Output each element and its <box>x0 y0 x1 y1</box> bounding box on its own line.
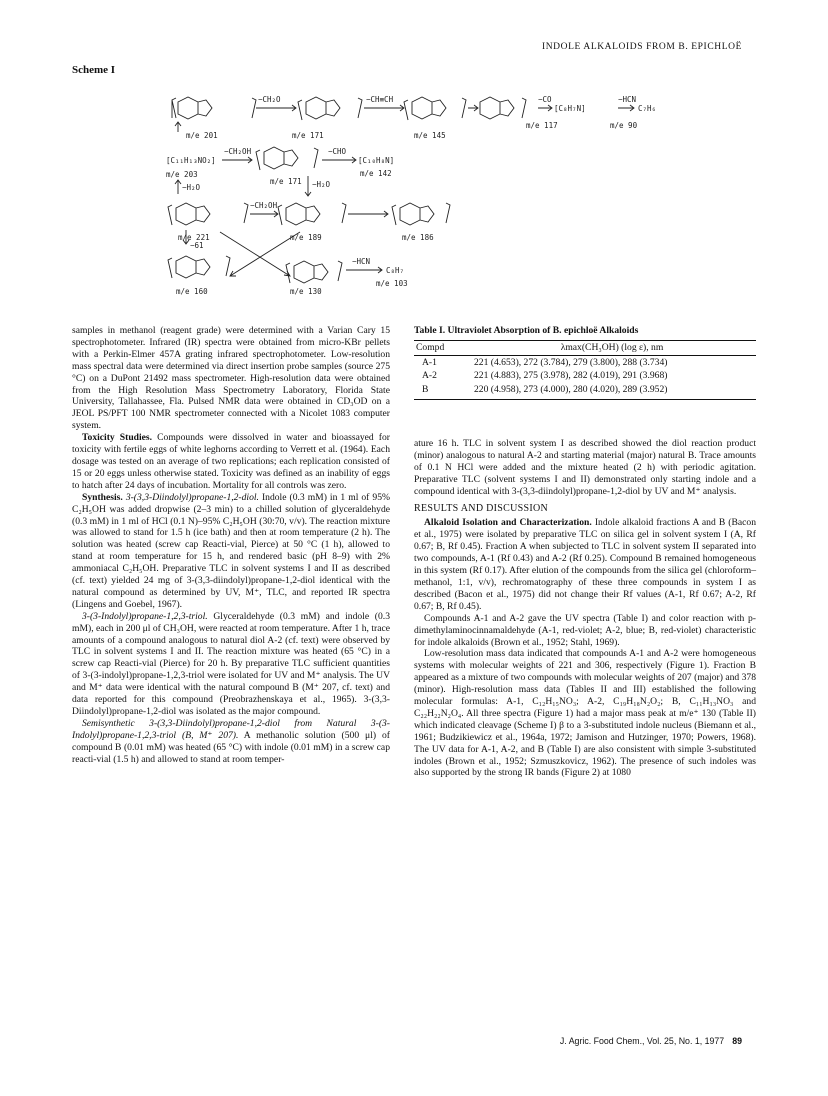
table-cell-values: 220 (4.958), 273 (4.000), 280 (4.020), 289 (3.952) <box>468 383 756 399</box>
svg-text:−H₂O: −H₂O <box>182 183 201 192</box>
svg-text:−HCN: −HCN <box>618 95 637 104</box>
svg-text:m/e 145: m/e 145 <box>414 131 446 140</box>
left-column <box>72 325 390 766</box>
svg-text:−61: −61 <box>190 241 204 250</box>
structure-171b <box>256 147 318 170</box>
table-caption-label: Table I. <box>414 325 446 336</box>
svg-text:m/e 90: m/e 90 <box>610 121 638 130</box>
section-heading-results: RESULTS AND DISCUSSION <box>414 502 549 514</box>
table-cell-compd: A-1 <box>422 356 437 368</box>
svg-text:[C₁₁H₁₃NO₂]: [C₁₁H₁₃NO₂] <box>166 156 216 165</box>
svg-text:m/e 160: m/e 160 <box>176 287 208 296</box>
svg-text:−CH₂OH: −CH₂OH <box>224 147 252 156</box>
table-row <box>414 383 756 399</box>
synthesis-subheading: 3-(3,3-Diindolyl)propane-1,2-diol. <box>122 491 259 503</box>
table-row <box>414 355 756 369</box>
svg-text:−CO: −CO <box>538 95 552 104</box>
journal-citation: J. Agric. Food Chem., Vol. 25, No. 1, 1977 <box>559 1036 725 1046</box>
methods-paragraph: samples in methanol (reagent grade) were determined with a Varian Cary 15 spectrophotometer. Infrared (IR) spectra were obtained from micro-KBr pellets with a Perkin-Elmer 457A grating infrared spectrophotometer. Low-resolution mass spectral data were determined via direct insertion probe samples (source 275 °C) on a DuPont 21492 mass spectrometer. High-resolution data were obtained from the High Resolution Mass Spectrometry Laboratory, Florida State University, Tallahassee, Fla. Pulsed NMR data were obtained in CD₃OD on a JEOL PS/PFT 100 NMR spectrometer connected with a Nicolet 1083 computer system. <box>72 325 390 432</box>
triol-subheading: 3-(3-Indolyl)propane-1,2,3-triol. <box>82 610 208 622</box>
toxicity-heading: Toxicity Studies. <box>82 432 153 444</box>
svg-text:−HCN: −HCN <box>352 257 371 266</box>
svg-text:m/e 201: m/e 201 <box>186 131 218 140</box>
uv-table <box>414 340 756 400</box>
fragmentation-scheme <box>150 80 710 320</box>
col-header-compd: Compd <box>414 340 468 355</box>
isolation-text: Indole alkaloid fractions A and B (Bacon et al., 1975) were isolated by preparative TLC on silica gel in solvent system I (A, Rf 0.67; B, Rf 0.45). Fraction A when subjected to TLC in solvent system II separated into two compounds, A-1 (Rf 0.43) and A-2 (Rf 0.25). Compound B remained homogeneous in this system (Rf 0.17). After elution of the compounds from the silica gel (chloroform–methanol, 1:1, v/v), rechromatography of these three compounds in system I as described (Bacon et al., 1975) did not change their Rf values (A-1, Rf 0.67; A-2, Rf 0.67; B, Rf 0.45). <box>414 517 756 612</box>
svg-text:C₇H₆: C₇H₆ <box>638 104 657 113</box>
structure-130 <box>286 261 342 283</box>
semisynthetic-text: A methanolic solution (500 μl) of compound B (0.01 mM) was heated (65 °C) with indole (0.01 mM) in a screw cap reacti-vial (1.5 h) and allowed to stand at room temper- <box>72 729 390 765</box>
structure-189 <box>278 203 346 225</box>
svg-text:−CH₂OH: −CH₂OH <box>250 201 278 210</box>
table-1 <box>414 325 756 400</box>
table-cell-values: 221 (4.883), 275 (3.978), 282 (4.019), 291 (3.968) <box>474 370 668 382</box>
structure-145 <box>404 97 466 120</box>
toxicity-text: Compounds were dissolved in water and bioassayed for toxicity with fertile eggs of white leghorns according to Verrett et al. (1964). Each dosage was tested on an average of two replications; each replication consisted of 15 or 20 eggs unless otherwise stated. Toxicity was defined as an inability of eggs to hatch after 24 days of incubation. Mortality for all controls was zero. <box>72 432 390 491</box>
svg-text:C₈H₇: C₈H₇ <box>386 266 405 275</box>
svg-text:−CHO: −CHO <box>328 147 347 156</box>
semisynthetic-subheading: Semisynthetic 3-(3,3-Diindolyl)propane-1,2-diol from Natural 3-(3-Indolyl)propane-1,2,3-triol (B, M⁺ 207). <box>72 717 390 741</box>
right-column <box>414 438 756 779</box>
structure-117 <box>480 97 526 119</box>
svg-text:[C₁₀H₈N]: [C₁₀H₈N] <box>358 156 395 165</box>
continuation-paragraph: ature 16 h. TLC in solvent system I as described showed the diol reaction product (minor) analogous to natural A-2 and starting material (major) natural B. Trace amounts of 0.1 N HCl were added and the mixture heated (2 h) with periodic agitation. Preparative TLC (solvent systems I and II) demonstrated only starting indole and a compound identical with 3-(3,3-diindolyl)propane-1,2-diol by UV and M⁺ analysis. <box>414 438 756 497</box>
uv-paragraph: Compounds A-1 and A-2 gave the UV spectra (Table I) and color reaction with p-dimethylaminocinnamaldehyde (A-1, red-violet; A-2, blue; B, red-violet) characteristic for indole alkaloids (Brown et al., 1952; Stahl, 1969). <box>414 612 756 648</box>
table-row <box>414 369 756 383</box>
table-cell-compd: A-2 <box>422 370 437 382</box>
table-header-row <box>414 340 756 355</box>
page-number: 89 <box>732 1036 742 1046</box>
scheme-title: Scheme I <box>72 64 116 76</box>
svg-text:m/e 171: m/e 171 <box>270 177 302 186</box>
svg-text:m/e 189: m/e 189 <box>290 233 322 242</box>
mass-paragraph: Low-resolution mass data indicated that compounds A-1 and A-2 were homogeneous systems with molecular weights of 221 and 306, respectively (Figure 1). Fraction B appeared as a mixture of two compounds with molecular weights of 207 (major) and 378 (minor). High-resolution mass data (Tables II and III) established the following molecular formulas: A-1, C₁₂H₁₅NO₃; A-2, C₁₉H₁₈N₂O₂; B, C₁₁H₁₃NO₃ and C₂₂H₂₂N₂O₄. All three spectra (Figure 1) had a major mass peak at m/e⁺ 130 (Table II) which indicated cleavage (Scheme I) β to a 3-substituted indole nucleus (Biemann et al., 1961; Budzikiewicz et al., 1964a, 1972; Jamison and Hutzinger, 1970; Powers, 1968). The UV data for A-1, A-2, and B (Table I) are also consistent with simple 3-substituted indoles (Brown et al., 1952; Szmuszkovicz, 1962). The presence of such indoles was also supported by the strong IR bands (Figure 2) at 1080 <box>414 648 756 779</box>
svg-text:m/e 203: m/e 203 <box>166 170 198 179</box>
col-header-lambda: λmax(CH₃OH) (log ε), nm <box>468 340 756 355</box>
table-cell-values: 221 (4.653), 272 (3.784), 279 (3.800), 288 (3.734) <box>474 356 668 368</box>
svg-text:m/e 117: m/e 117 <box>526 121 558 130</box>
structure-160 <box>168 256 230 278</box>
svg-text:m/e 221: m/e 221 <box>178 233 210 242</box>
synthesis-text: Indole (0.3 mM) in 1 ml of 95% C₂H₅OH was added dropwise (2–3 min) to a chilled solution of glyceraldehyde (0.3 mM) in 1 ml of HCl (0.1 N)–95% C₂H₅OH (30:70, v/v). The reaction mixture was allowed to stand for 1.5 h (ice bath) and then at room temperature (2 h). The solution was heated (screw cap Reacti-vial, Pierce) at 50 °C (1 h), allowed to stand at room temperature for 15 h, and rendered basic (pH 8–9) with 2% ammoniacal C₂H₅OH. Preparative TLC in solvent systems I and II as described (cf. text) yielded 24 mg of 3-(3,3-diindolyl)propane-1,2-diol identical with the natural compound as determined by UV, M⁺, TLC, and reported IR spectra (Lingens and Goebel, 1967). <box>72 491 390 610</box>
structure-201 <box>172 97 256 119</box>
svg-text:m/e 103: m/e 103 <box>376 279 408 288</box>
svg-text:m/e 130: m/e 130 <box>290 287 322 296</box>
svg-text:−CH₂O: −CH₂O <box>258 95 281 104</box>
svg-text:m/e 142: m/e 142 <box>360 169 392 178</box>
svg-text:m/e 171: m/e 171 <box>292 131 324 140</box>
table-caption-text: Ultraviolet Absorption of B. epichloë Alkaloids <box>447 325 639 336</box>
running-head: INDOLE ALKALOIDS FROM B. EPICHLOË <box>541 42 742 52</box>
synthesis-paragraph <box>72 492 390 611</box>
structure-171a <box>298 97 362 120</box>
svg-text:−CH≡CH: −CH≡CH <box>366 95 394 104</box>
structure-186 <box>392 203 450 225</box>
table-cell-compd: B <box>414 383 468 399</box>
scheme-figure <box>150 80 710 320</box>
semisynthetic-paragraph <box>72 718 390 766</box>
svg-text:[C₈H₇N]: [C₈H₇N] <box>554 104 586 113</box>
synthesis-heading: Synthesis. <box>82 491 123 503</box>
svg-text:−H₂O: −H₂O <box>312 180 331 189</box>
svg-text:m/e 186: m/e 186 <box>402 233 434 242</box>
structure-221 <box>168 203 248 225</box>
toxicity-paragraph <box>72 432 390 492</box>
triol-paragraph <box>72 611 390 718</box>
isolation-heading: Alkaloid Isolation and Characterization. <box>424 517 592 529</box>
page-footer <box>560 1036 742 1046</box>
table-caption <box>414 325 756 337</box>
triol-text: Glyceraldehyde (0.3 mM) and indole (0.3 mM), each in 200 μl of CH₃OH, were reacted at room temperature. After 1 h, trace amounts of a compound analogous to natural diol A-2 (cf. text) were observed by TLC in solvent systems I and II. The reaction mixture was heated (65 °C) in a screw cap Reacti-vial (Pierce) for 20 h. By preparative TLC sufficient quantities of 3-(3-indolyl)propane-1,2,3-triol were isolated for UV and M⁺ analysis. The UV and M⁺ data were identical with the natural compound B (M⁺ 207, cf. text) and data reported for this compound (Preobrazhenskaya et al., 1965). 3-(3,3-Diindolyl)propane-1,2-diol was isolated as the major compound. <box>72 610 390 717</box>
isolation-paragraph <box>414 517 756 612</box>
